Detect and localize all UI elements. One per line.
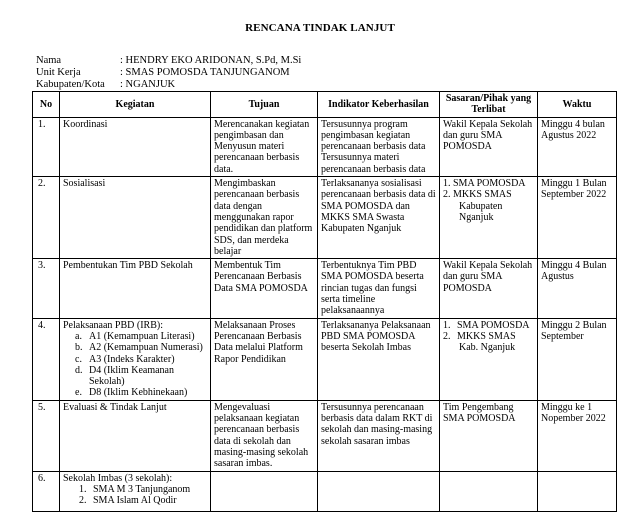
header-sasaran: Sasaran/Pihak yang Terlibat [440,92,538,118]
meta-nama [36,55,301,67]
document-title: RENCANA TINDAK LANJUT [245,22,395,34]
list-item: e. D8 (Iklim Kebhinekaan) [75,387,188,399]
meta-key: Kabupaten/Kota [36,79,105,90]
cell-tujuan: Mengevaluasi pelaksanaan kegiatan perencanaan berbasis data di sekolah dan masing-masing sekolah sasaran imbas. [211,400,318,471]
cell-tujuan: Mengimbaskan perencanaan berbasis data dengan menggunakan rapor pendidikan dan platform SDS, dan merdeka belajar [211,177,318,259]
meta-value: : HENDRY EKO ARIDONAN, S.Pd, M.Si [120,55,302,66]
cell-kegiatan: Koordinasi [60,117,211,176]
cell-kegiatan: Pembentukan Tim PBD Sekolah [60,259,211,318]
cell-tujuan: Merencanakan kegiatan pengimbasan dan Menyusun materi perencanaan berbasis data. [211,117,318,176]
list-item: b. A2 (Kemampuan Numerasi) [75,342,203,354]
cell-sasaran [440,318,538,400]
header-tujuan: Tujuan [211,92,318,118]
cell-waktu [538,471,617,511]
cell-indikator: Terbentuknya Tim PBD SMA POMOSDA beserta rincian tugas dan fungsi serta timeline pelaksanaannya [318,259,440,318]
table-row [33,259,617,318]
cell-tujuan: Melaksanaan Proses Perencanaan Berbasis Data melalui Platform Rapor Pendidikan [211,318,318,400]
cell-no: 6. [33,471,60,511]
sasaran-line: Kab. Nganjuk [459,342,516,354]
list-item: 2. SMA Islam Al Qodir [79,495,177,507]
cell-kegiatan [60,318,211,400]
cell-indikator: Tersusunnya perencanaan berbasis data dalam RKT di sekolah dan masing-masing sekolah sasaran imbas [318,400,440,471]
sasaran-list [443,320,534,343]
table-row [33,471,617,511]
cell-waktu: Minggu 2 Bulan September [538,318,617,400]
meta-key: Nama [36,55,62,66]
cell-tujuan [211,471,318,511]
cell-sasaran [440,177,538,259]
meta-value: : SMAS POMOSDA TANJUNGANOM [120,67,290,78]
table-row [33,400,617,471]
cell-sasaran: Wakil Kepala Sekolah dan guru SMA POMOSDA [440,259,538,318]
header-kegiatan: Kegiatan [60,92,211,118]
table-row [33,177,617,259]
cell-kegiatan: Evaluasi & Tindak Lanjut [60,400,211,471]
cell-tujuan: Membentuk Tim Perencanaan Berbasis Data SMA POMOSDA [211,259,318,318]
list-item: c. A3 (Indeks Karakter) [75,353,175,365]
cell-indikator: Terlaksananya sosialisasi perencanaan berbasis data di SMA POMOSDA dan MKKS SMA Swasta Kabupaten Nganjuk [318,177,440,259]
cell-no: 5. [33,400,60,471]
cell-no: 1. [33,117,60,176]
kegiatan-heading: Sekolah Imbas (3 sekolah): [63,472,173,484]
cell-sasaran [440,471,538,511]
cell-kegiatan: Sosialisasi [60,177,211,259]
cell-indikator: Tersusunnya program pengimbasan kegiatan perencanaan berbasis data Tersusunnya materi perencanaan berbasis data [318,117,440,176]
list-item: d. D4 (Iklim Keamanan Sekolah) [75,364,174,388]
list-item: 2. MKKS SMAS [443,330,516,342]
kegiatan-heading: Pelaksanaan PBD (IRB): [63,319,163,331]
list-item: 1. SMA POMOSDA [443,319,530,331]
cell-waktu: Minggu 4 Bulan Agustus [538,259,617,318]
kegiatan-list [79,484,207,507]
header-waktu: Waktu [538,92,617,118]
cell-no: 2. [33,177,60,259]
table-header-row [33,92,617,118]
list-item: 1. SMA M 3 Tanjunganom [79,483,191,495]
meta-kabupaten [36,79,175,91]
sasaran-line: 1. SMA POMOSDA [443,178,526,190]
table-row [33,117,617,176]
header-no: No [33,92,60,118]
rtl-table [32,91,617,512]
cell-waktu: Minggu 4 bulan Agustus 2022 [538,117,617,176]
meta-key: Unit Kerja [36,67,81,78]
list-item: a. A1 (Kemampuan Literasi) [75,330,195,342]
cell-sasaran: Wakil Kepala Sekolah dan guru SMA POMOSDA [440,117,538,176]
meta-unit-kerja [36,67,290,79]
meta-value: : NGANJUK [120,79,176,90]
cell-kegiatan [60,471,211,511]
cell-indikator: Terlaksananya Pelaksanaan PBD SMA POMOSDA beserta Sekolah Imbas [318,318,440,400]
kegiatan-list [75,331,207,399]
cell-no: 4. [33,318,60,400]
cell-indikator [318,471,440,511]
sasaran-line: Kabupaten Nganjuk [459,200,503,223]
cell-waktu: Minggu 1 Bulan September 2022 [538,177,617,259]
cell-sasaran: Tim Pengembang SMA POMOSDA [440,400,538,471]
sasaran-line: 2. MKKS SMAS [443,189,512,201]
header-indikator: Indikator Keberhasilan [318,92,440,118]
cell-waktu: Minggu ke 1 Nopember 2022 [538,400,617,471]
table-row [33,318,617,400]
cell-no: 3. [33,259,60,318]
